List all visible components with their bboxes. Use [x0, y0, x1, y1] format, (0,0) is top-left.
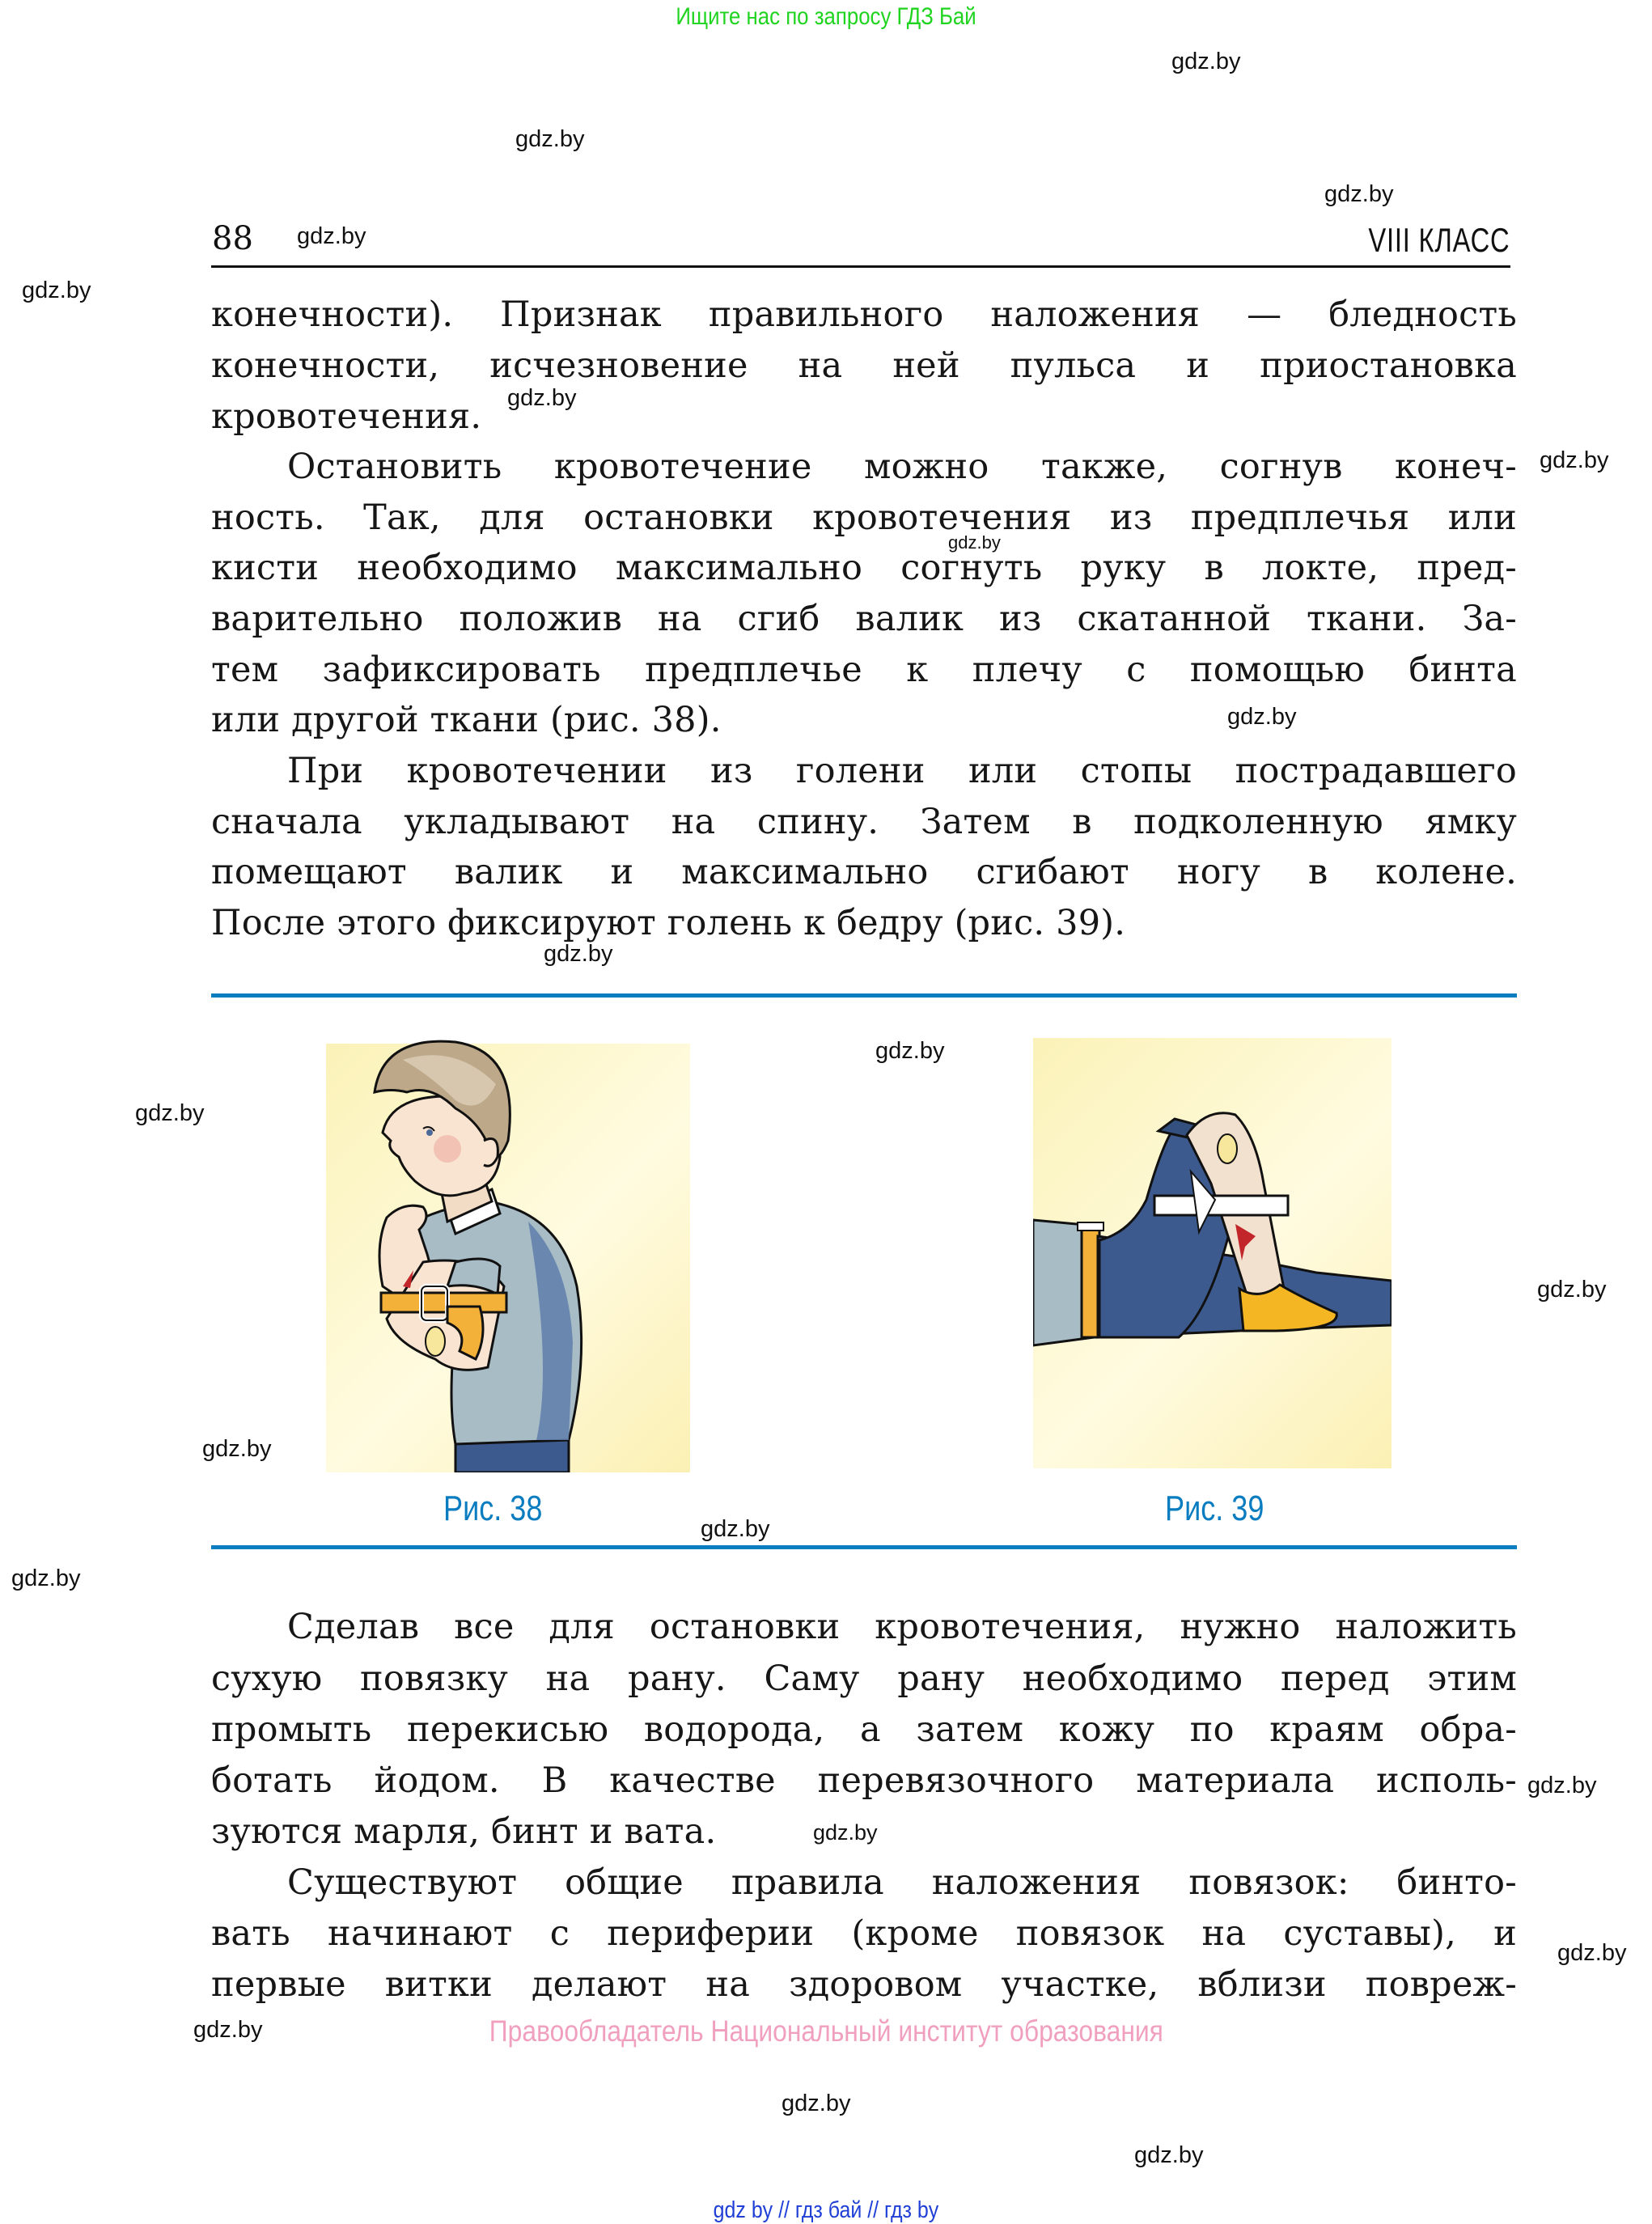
watermark: gdz.by — [1537, 1277, 1607, 1303]
leg-bandage-illustration — [1033, 1038, 1391, 1468]
header-divider — [211, 265, 1510, 268]
text-line: кисти необходимо максимально согнуть руку в локте, пред- — [211, 548, 1517, 588]
figure-divider-bottom — [211, 1545, 1517, 1549]
text-line: Остановить кровотечение можно также, согнув конеч- — [287, 447, 1517, 487]
text-line: Существуют общие правила наложения повязок: бинто- — [287, 1862, 1517, 1903]
watermark: gdz.by — [813, 1820, 878, 1845]
text-line: или другой ткани (рис. 38). — [211, 700, 722, 740]
text-line: сначала укладывают на спину. Затем в подколенную ямку — [211, 802, 1517, 842]
watermark: gdz.by — [193, 2017, 263, 2043]
text-line: Сделав все для остановки кровотечения, нужно наложить — [287, 1607, 1517, 1647]
text-line: вать начинают с периферии (кроме повязок на суставы), и — [211, 1913, 1517, 1954]
watermark: gdz.by — [1557, 1940, 1627, 1966]
search-banner[interactable]: Ищите нас по запросу ГДЗ Бай — [676, 3, 976, 30]
watermark: gdz.by — [22, 277, 91, 303]
watermark: gdz.by — [875, 1038, 945, 1064]
watermark: gdz.by — [701, 1516, 770, 1542]
text-line: После этого фиксируют голень к бедру (рис. 39). — [211, 903, 1126, 943]
text-line: конечности, исчезновение на ней пульса и приостановка — [211, 345, 1517, 386]
page-number: 88 — [212, 220, 253, 257]
watermark: gdz.by — [11, 1565, 81, 1591]
footer-links-text[interactable]: gdz by // гдз бай // гдз by — [713, 2197, 939, 2223]
watermark: gdz.by — [544, 941, 613, 967]
text-line: При кровотечении из голени или стопы пострадавшего — [287, 751, 1517, 791]
figure-39-caption: Рис. 39 — [1165, 1489, 1264, 1528]
watermark: gdz.by — [135, 1100, 205, 1126]
text-line: помещают валик и максимально сгибают ногу в колене. — [211, 852, 1517, 892]
text-line: тем зафиксировать предплечье к плечу с помощью бинта — [211, 650, 1517, 690]
figure-38-caption: Рис. 38 — [443, 1489, 543, 1528]
figure-39-illustration — [1033, 1038, 1391, 1468]
copyright-text: Правообладатель Национальный институт образования — [489, 2014, 1163, 2048]
watermark: gdz.by — [1324, 181, 1394, 207]
text-line: ботать йодом. В качестве перевязочного материала исполь- — [211, 1760, 1517, 1801]
text-line: конечности). Признак правильного наложения — бледность — [211, 294, 1517, 335]
watermark: gdz.by — [297, 223, 366, 249]
watermark: gdz.by — [1134, 2142, 1204, 2168]
text-line: первые витки делают на здоровом участке, вблизи повреж- — [211, 1964, 1517, 2005]
watermark: gdz.by — [507, 385, 577, 411]
watermark: gdz.by — [948, 532, 1001, 553]
text-line: ность. Так, для остановки кровотечения из предплечья или — [211, 498, 1517, 538]
footer-links[interactable] — [0, 2197, 1652, 2224]
watermark: gdz.by — [202, 1436, 272, 1462]
text-line: варительно положив на сгиб валик из скатанной ткани. За- — [211, 599, 1517, 639]
watermark: gdz.by — [1540, 447, 1609, 473]
text-line: зуются марля, бинт и вата. — [211, 1811, 717, 1852]
figure-divider-top — [211, 993, 1517, 998]
watermark: gdz.by — [782, 2091, 851, 2116]
watermark: gdz.by — [1227, 704, 1297, 730]
watermark: gdz.by — [1527, 1773, 1597, 1798]
text-line: промыть перекисью водорода, а затем кожу по краям обра- — [211, 1709, 1517, 1750]
text-line: сухую повязку на рану. Саму рану необходимо перед этим — [211, 1658, 1517, 1699]
watermark: gdz.by — [515, 126, 585, 152]
class-label: VIII КЛАСС — [1367, 221, 1510, 259]
text-line: кровотечения. — [211, 396, 482, 437]
boy-tourniquet-illustration — [326, 1019, 690, 1472]
watermark: gdz.by — [1171, 49, 1241, 74]
copyright-notice — [0, 2014, 1652, 2048]
figure-38-illustration — [326, 1044, 690, 1472]
